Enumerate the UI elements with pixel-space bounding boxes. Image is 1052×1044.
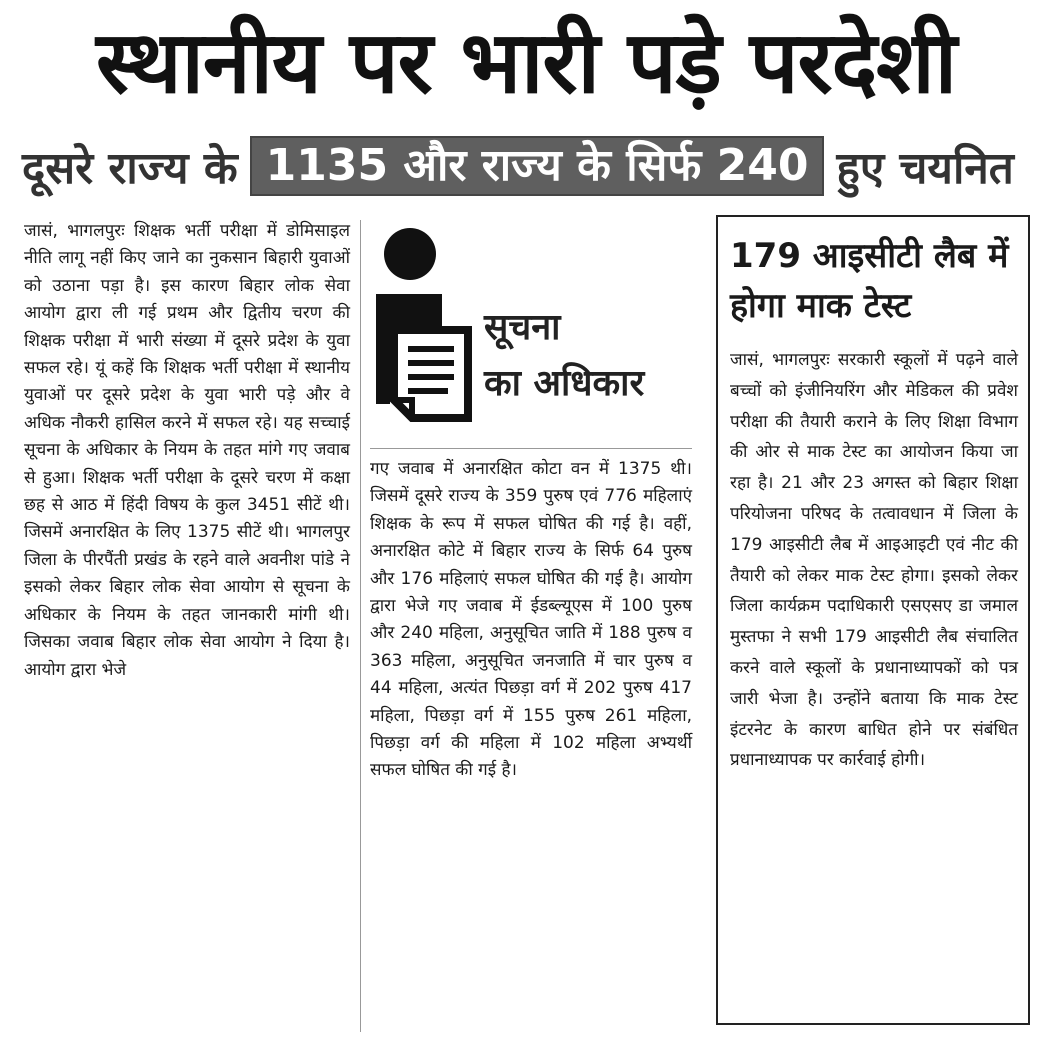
- rti-label: [484, 300, 694, 412]
- headline: स्थानीय पर भारी पड़े परदेशी: [95, 13, 957, 113]
- subheadline-suffix: हुए चयनित: [836, 143, 1014, 194]
- sidebox-title: 179 आइसीटी लैब में होगा माक टेस्ट: [730, 236, 1009, 326]
- article-column-1: जासं, भागलपुरः शिक्षक भर्ती परीक्षा में डोमिसाइल नीति लागू नहीं किए जाने का नुकसान बिहारी युवाओं को उठाना पड़ा है। इस कारण बिहार लोक सेवा आयोग द्वारा ली गई प्रथम और द्वितीय चरण की शिक्षक परीक्षा में भारी संख्या में दूसरे प्रदेश के युवा सफल रहे। यूं कहें कि शिक्षक भर्ती परीक्षा में स्थानीय युवाओं पर दूसरे प्रदेश के युवा भारी पड़े और वे अधिक नौकरी हासिल करने में सफल रहे। यह सच्चाई सूचना के अधिकार के नियम के तहत मांगे गए जवाब से हुआ। शिक्षक भर्ती परीक्षा के दूसरे चरण में कक्षा छह से आठ में हिंदी विषय के कुल 3451 सीटें थी। जिसमें अनारक्षित के लिए 1375 सीटें थी। भागलपुर जिला के पीरपैंती प्रखंड के रहने वाले अवनीश पांडे ने इसको लेकर बिहार लोक सेवा आयोग से सूचना के अधिकार के नियम के तहत जानकारी मांगी थी। जिसका जवाब बिहार लोक सेवा आयोग ने दिया है। आयोग द्वारा भेजे: [24, 221, 350, 680]
- rti-label-line2: का अधिकार: [484, 363, 645, 404]
- subheadline: [22, 136, 1032, 196]
- article-column-2: गए जवाब में अनारक्षित कोटा वन में 1375 थी। जिसमें दूसरे राज्य के 359 पुरुष एवं 776 महिलाएं शिक्षक के रूप में सफल घोषित की गई है। वहीं, अनारक्षित कोटे में बिहार राज्य के सिर्फ 64 पुरुष और 176 महिलाएं सफल घोषित की गई है। आयोग द्वारा भेजे गए जवाब में ईडब्ल्यूएस में 100 पुरुष और 240 महिला, अनुसूचित जाति में 188 पुरुष व 363 महिला, अनुसूचित जनजाति में चार पुरुष व 44 महिला, अत्यंत पिछड़ा वर्ग में 202 पुरुष 417 महिला, पिछड़ा वर्ग में 155 पुरुष 261 महिला, पिछड़ा वर्ग की महिला में 102 महिला अभ्यर्थी सफल घोषित की गई है।: [370, 459, 692, 781]
- subheadline-prefix: दूसरे राज्य के: [22, 143, 238, 194]
- column-divider: [360, 220, 361, 1032]
- rti-divider: [370, 448, 692, 449]
- subheadline-highlight: 1135 और राज्य के सिर्फ 240: [250, 136, 825, 196]
- rti-label-line1: सूचना: [484, 307, 561, 348]
- sidebox-body: जासं, भागलपुरः सरकारी स्कूलों में पढ़ने वाले बच्चों को इंजीनियरिंग और मेडिकल की प्रवेश परीक्षा की तैयारी कराने के लिए शिक्षा विभाग की ओर से माक टेस्ट का आयोजन किया जा रहा है। 21 और 23 अगस्त को बिहार शिक्षा परियोजना परिषद के तत्वावधान में जिला के 179 आइसीटी लैब में आइआइटी एवं नीट की तैयारी को लेकर माक टेस्ट होगा। इसको लेकर जिला कार्यक्रम पदाधिकारी एसएसए डा जमाल मुस्तफा ने सभी 179 आइसीटी लैब संचालित करने वाले स्कूलों के प्रधानाध्यापकों को पत्र जारी भेजा है। उन्होंने बताया कि माक टेस्ट इंटरनेट के कारण बाधित होने पर संबंधित प्रधानाध्यापक पर कार्रवाई होगी।: [730, 350, 1018, 771]
- sidebox: [716, 215, 1030, 1025]
